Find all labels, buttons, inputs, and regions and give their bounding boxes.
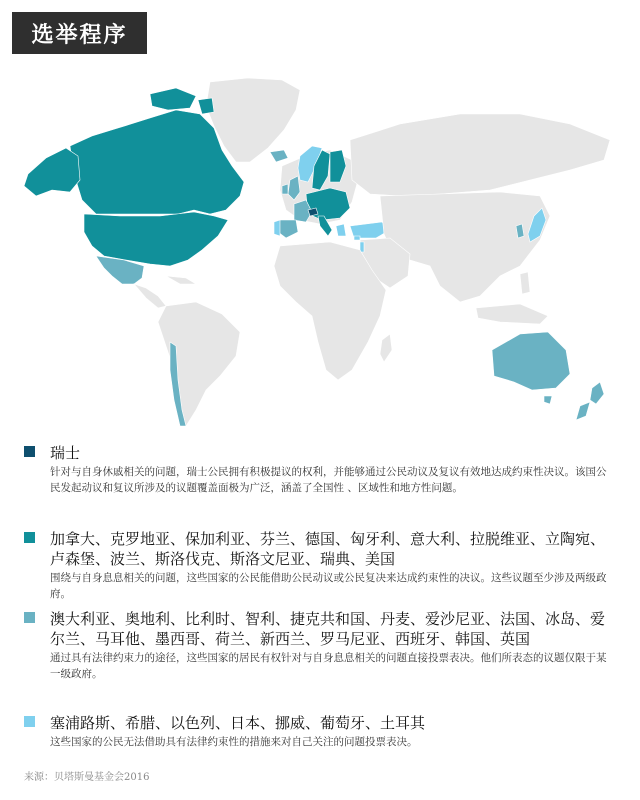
legend-item-4 — [24, 713, 614, 757]
legend-countries-2: 加拿大、克罗地亚、保加利亚、芬兰、德国、匈牙利、意大利、拉脱维亚、立陶宛、卢森堡、波兰、斯洛伐克、斯洛文尼亚、瑞典、美国 — [50, 530, 606, 568]
region-se-asia — [476, 304, 548, 324]
region-philippines — [520, 272, 530, 294]
region-australia — [492, 332, 570, 390]
region-iceland — [270, 150, 288, 162]
legend-swatch-1 — [24, 446, 35, 457]
legend-description-2: 围绕与自身息息相关的问题，这些国家的公民能借助公民动议或公民复决来达成约束性的决议。这些议题至少涉及两级政府。 — [50, 572, 607, 600]
region-ireland — [282, 184, 288, 194]
world-map — [0, 70, 640, 440]
legend-description-4: 这些国家的公民无法借助具有法律约束性的措施来对自己关注的问题投票表决。 — [50, 736, 418, 748]
region-portugal — [274, 220, 280, 236]
legend-swatch-2 — [24, 532, 35, 543]
region-cyprus — [354, 236, 360, 240]
legend-description-3: 通过具有法律约束力的途径，这些国家的居民有权针对与自身息息相关的问题直接投票表决。他们所表态的议题仅限于某一级政府。 — [50, 652, 607, 680]
legend-description-1: 针对与自身休戚相关的问题，瑞士公民拥有积极提议的权利，并能够通过公民动议及复议有效地达成约束性决议。该国公民发起动议和复议所涉及的议题覆盖面极为广泛，涵盖了全国性 、区域性和地方性问题。 — [50, 466, 607, 494]
legend-item-2 — [24, 529, 614, 609]
legend-item-1 — [24, 443, 614, 529]
region-new-zealand — [590, 382, 604, 404]
region-caribbean — [166, 276, 196, 284]
region-russia — [350, 114, 610, 196]
region-greece — [336, 224, 346, 236]
region-spain — [278, 220, 298, 238]
source-note: 来源：贝塔斯曼基金会2016 — [24, 772, 150, 783]
region-alaska — [24, 148, 80, 196]
title-banner — [12, 12, 147, 54]
region-canada-islands — [150, 88, 196, 110]
legend-countries-1: 瑞士 — [50, 444, 81, 462]
legend-countries-4: 塞浦路斯、希腊、以色列、日本、挪威、葡萄牙、土耳其 — [50, 714, 426, 732]
legend-swatch-4 — [24, 716, 35, 727]
legend-countries-3: 澳大利亚、奥地利、比利时、智利、捷克共和国、丹麦、爱沙尼亚、法国、冰岛、爱尔兰、马耳他、墨西哥、荷兰、新西兰、罗马尼亚、西班牙、韩国、英国 — [50, 610, 606, 648]
region-central-america — [134, 284, 166, 308]
region-canada-islands-2 — [198, 98, 214, 114]
legend — [24, 443, 614, 757]
legend-item-3 — [24, 609, 614, 713]
region-madagascar — [380, 334, 392, 362]
region-new-zealand-south — [576, 402, 590, 420]
page-title: 选举程序 — [31, 22, 128, 48]
legend-swatch-3 — [24, 612, 35, 623]
region-tasmania — [544, 396, 552, 404]
